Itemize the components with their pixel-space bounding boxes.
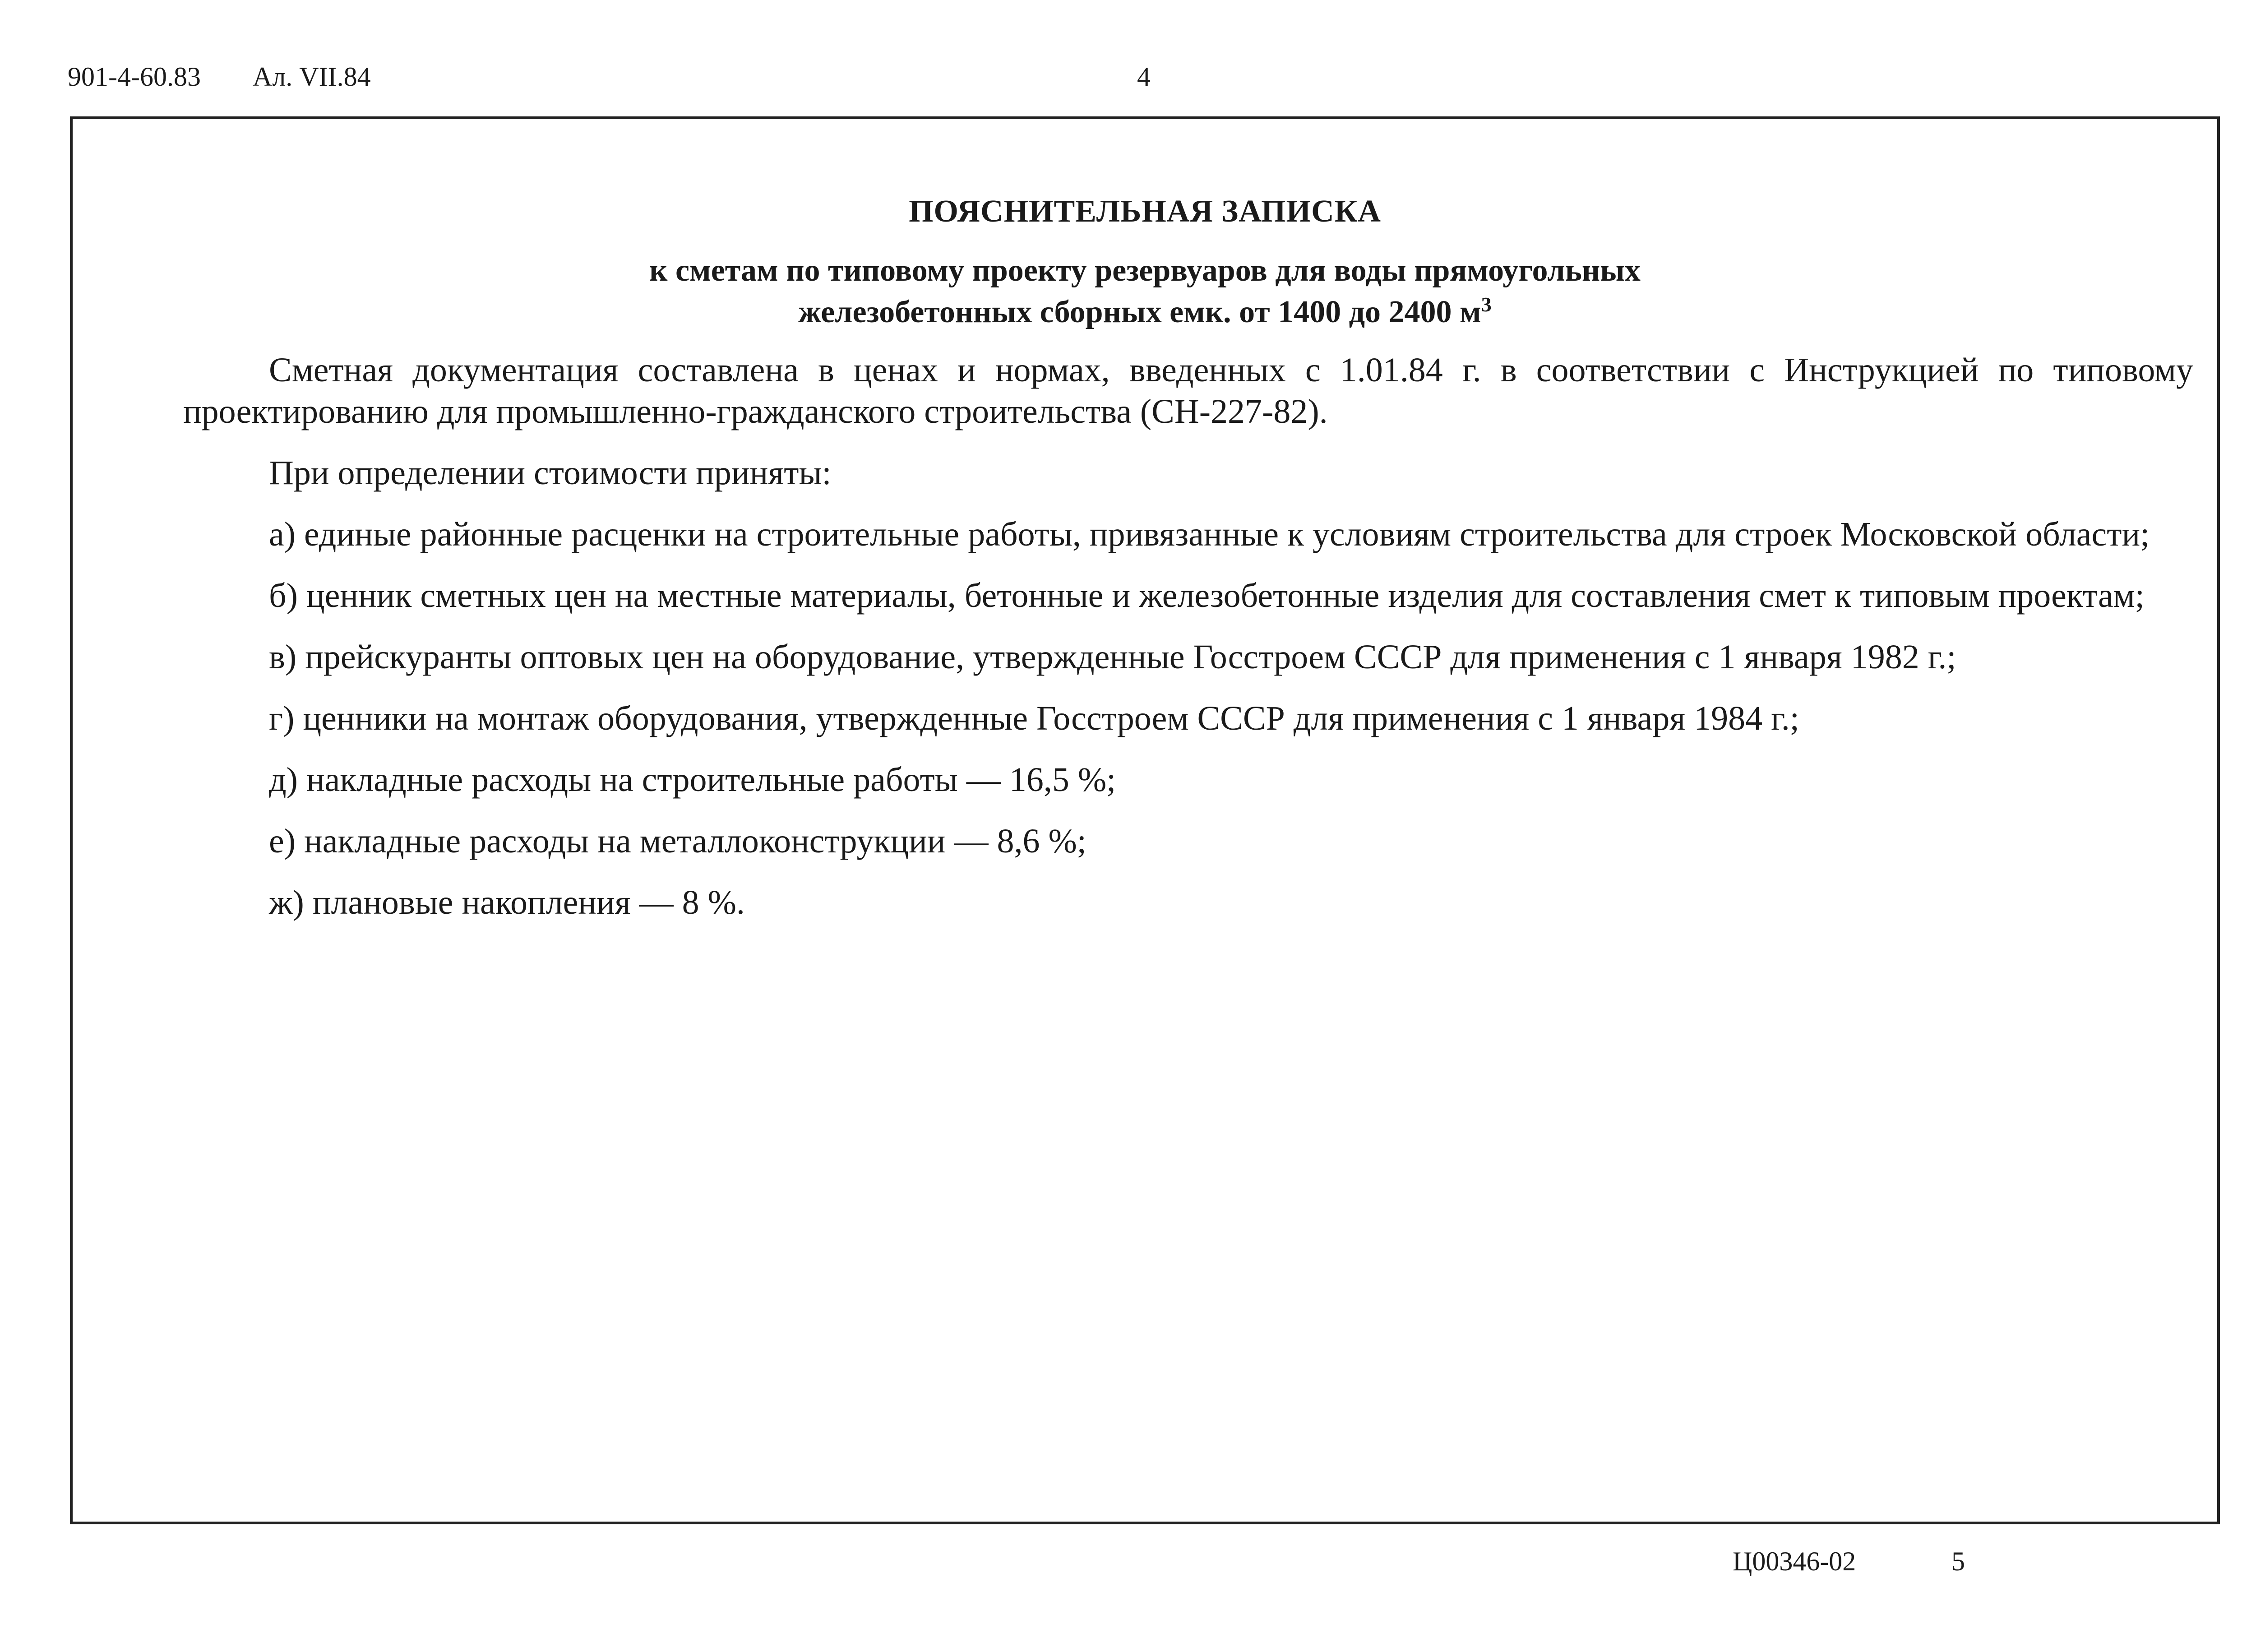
document-frame	[70, 116, 2220, 1524]
list-item-a: а) единые районные расценки на строительные работы, привязанные к условиям строительства для строек Московской области;	[269, 515, 2150, 553]
subtitle-line-1: к сметам по типовому проекту резервуаров для воды прямоугольных	[649, 253, 1641, 288]
list-item-e: е) накладные расходы на металлоконструкции — 8,6 %;	[269, 822, 1086, 860]
paragraph-intro: Сметная документация составлена в ценах и нормах, введенных с 1.01.84 г. в соответствии с Инструкцией по типовому проектированию для промышленно-гражданского строительства (СН-227-82).	[183, 351, 2193, 430]
footer-sheet-number: 5	[1951, 1546, 1965, 1576]
subtitle-superscript: 3	[1481, 293, 1492, 316]
subtitle-line-2-text: железобетонных сборных емк. от 1400 до 2400 м	[798, 295, 1481, 329]
list-item-g: г) ценники на монтаж оборудования, утвержденные Госстроем СССР для применения с 1 января 1984 г.;	[269, 699, 1799, 737]
header-page-number: 4	[1137, 62, 1151, 92]
body-text	[183, 349, 2193, 943]
title-block	[73, 187, 2217, 333]
footer-sheet-code: Ц00346-02	[1733, 1546, 1856, 1576]
subtitle-line-2	[73, 292, 2217, 333]
list-item-zh: ж) плановые накопления — 8 %.	[269, 884, 745, 921]
list-item-b: б) ценник сметных цен на местные материалы, бетонные и железобетонные изделия для составления смет к типовым проектам;	[269, 577, 2145, 615]
header-doc-code: 901-4-60.83	[68, 62, 201, 92]
paragraph-lead: При определении стоимости приняты:	[269, 454, 832, 492]
page-title: ПОЯСНИТЕЛЬНАЯ ЗАПИСКА	[909, 194, 1381, 229]
list-item-v: в) прейскуранты оптовых цен на оборудование, утвержденные Госстроем СССР для применения с 1 января 1982 г.;	[269, 638, 1956, 676]
list-item-d: д) накладные расходы на строительные работы — 16,5 %;	[269, 761, 1116, 799]
page-subtitle	[73, 250, 2217, 333]
header-album: Ал. VII.84	[253, 62, 371, 92]
